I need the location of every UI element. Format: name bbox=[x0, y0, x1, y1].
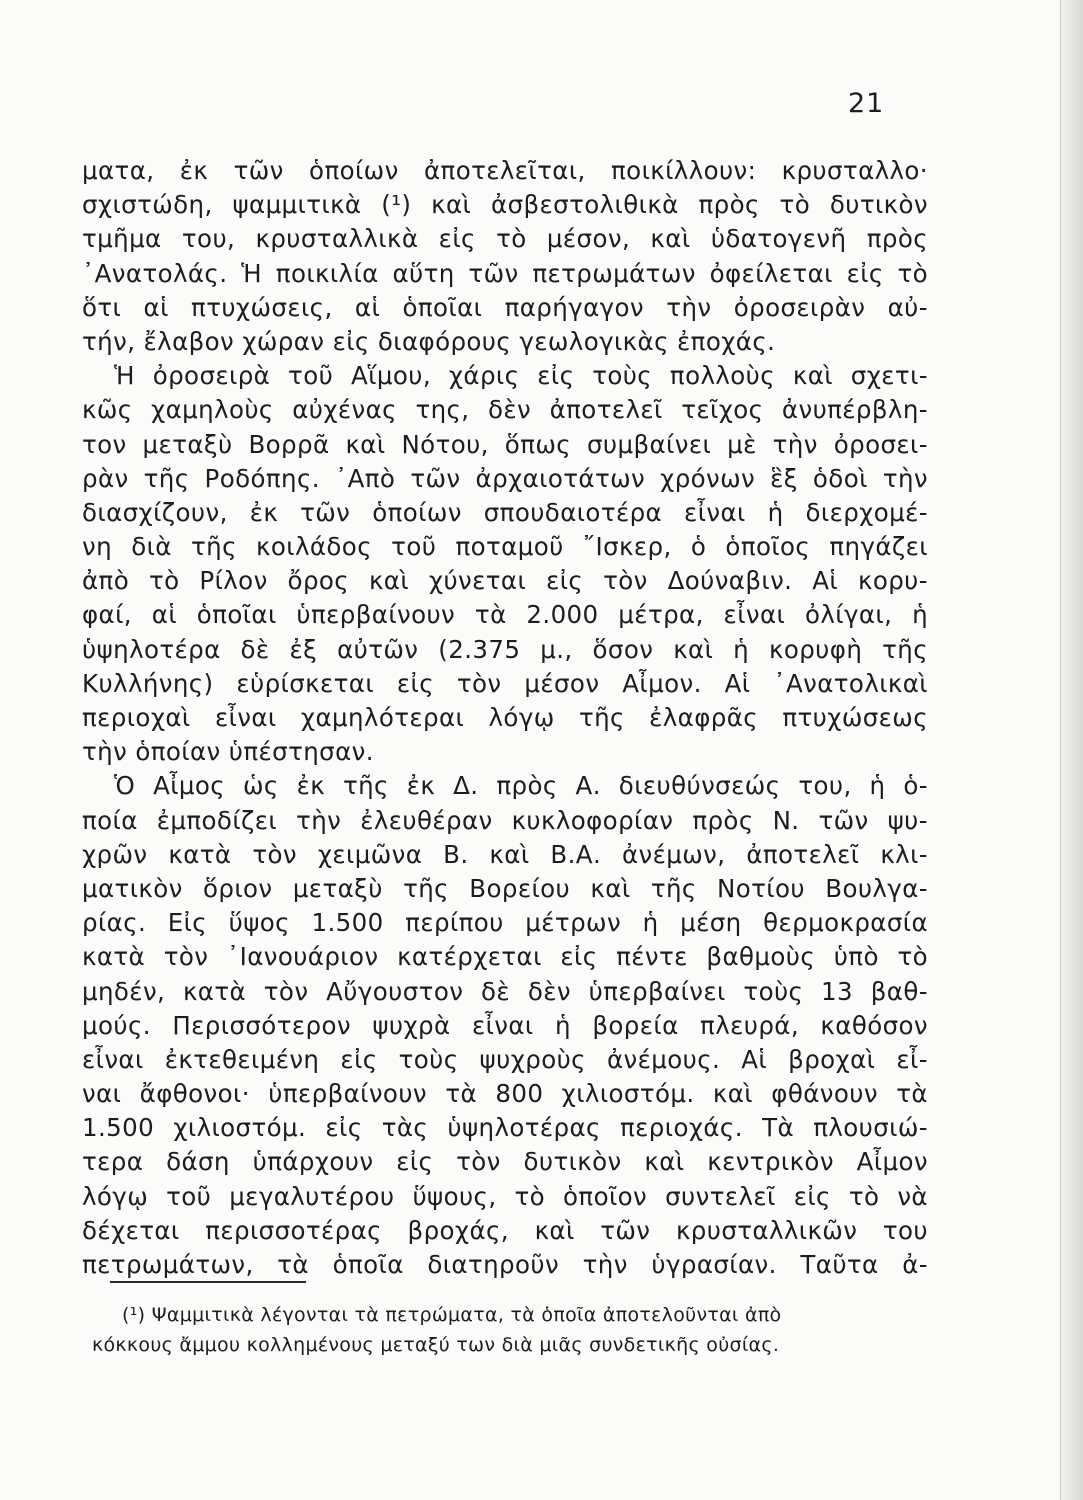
text-line: δέχεται περισσοτέρας βροχάς, καὶ τῶν κρυσταλλικῶν του bbox=[82, 1215, 928, 1245]
text-line: Ἡ ὀροσειρὰ τοῦ Αἵμου, χάρις εἰς τοὺς πολλοὺς καὶ σχετι- bbox=[114, 361, 928, 391]
text-line: διασχίζουν, ἐκ τῶν ὁποίων σπουδαιοτέρα εἶναι ἡ διερχομέ- bbox=[82, 497, 928, 527]
page-number: 21 bbox=[848, 88, 885, 119]
text-line: τον μεταξὺ Βορρᾶ καὶ Νότου, ὅπως συμβαίνει μὲ τὴν ὀροσει- bbox=[82, 429, 928, 459]
footnote-line: κόκκους ἄμμου κολλημένους μεταξύ των διὰ μιᾶς συνδετικῆς οὐσίας. bbox=[92, 1334, 780, 1356]
text-line: τερα δάση ὑπάρχουν εἰς τὸν δυτικὸν καὶ κεντρικὸν Αἶμον bbox=[82, 1147, 928, 1177]
text-line: ὅτι αἱ πτυχώσεις, αἱ ὁποῖαι παρήγαγον τὴν ὀροσειρὰν αὐ- bbox=[82, 292, 928, 322]
text-line: ναι ἄφθονοι· ὑπερβαίνουν τὰ 800 χιλιοστόμ. καὶ φθάνουν τὰ bbox=[82, 1079, 928, 1109]
text-line: εἶναι ἐκτεθειμένη εἰς τοὺς ψυχροὺς ἀνέμους. Αἱ βροχαὶ εἶ- bbox=[82, 1044, 928, 1074]
text-line: χρῶν κατὰ τὸν χειμῶνα Β. καὶ Β.Α. ἀνέμων, ἀποτελεῖ κλι- bbox=[82, 839, 928, 869]
text-line: ὑψηλοτέρα δὲ ἐξ αὐτῶν (2.375 μ., ὅσον καὶ ἡ κορυφὴ τῆς bbox=[82, 634, 928, 664]
text-line: φαί, αἱ ὁποῖαι ὑπερβαίνουν τὰ 2.000 μέτρα, εἶναι ὀλίγαι, ἡ bbox=[82, 600, 928, 630]
footnote-line: (¹) Ψαμμιτικὰ λέγονται τὰ πετρώματα, τὰ ὁποῖα ἀποτελοῦνται ἀπὸ bbox=[122, 1304, 782, 1326]
text-line: ποία ἐμποδίζει τὴν ἐλευθέραν κυκλοφορίαν πρὸς Ν. τῶν ψυ- bbox=[82, 805, 928, 835]
text-line: μούς. Περισσότερον ψυχρὰ εἶναι ἡ βορεία πλευρά, καθόσον bbox=[82, 1010, 928, 1040]
footnote-divider bbox=[110, 1281, 306, 1283]
text-line: τήν, ἔλαβον χώραν εἰς διαφόρους γεωλογικὰς ἐποχάς. bbox=[82, 326, 776, 356]
text-line: κῶς χαμηλοὺς αὐχένας της, δὲν ἀποτελεῖ τεῖχος ἀνυπέρβλη- bbox=[82, 395, 928, 425]
text-line: κατὰ τὸν ᾽Ιανουάριον κατέρχεται εἰς πέντε βαθμοὺς ὑπὸ τὸ bbox=[82, 942, 928, 972]
text-line: περιοχαὶ εἶναι χαμηλότεραι λόγῳ τῆς ἐλαφρᾶς πτυχώσεως bbox=[82, 703, 928, 732]
text-line: ρὰν τῆς Ροδόπης. ᾽Απὸ τῶν ἀρχαιοτάτων χρόνων ἓξ ὁδοὶ τὴν bbox=[82, 463, 928, 493]
text-line: Ὁ Αἶμος ὡς ἐκ τῆς ἐκ Δ. πρὸς Α. διευθύνσεώς του, ἡ ὁ- bbox=[114, 771, 928, 801]
text-line: σχιστώδη, ψαμμιτικὰ (¹) καὶ ἀσβεστολιθικὰ πρὸς τὸ δυτικὸν bbox=[82, 190, 928, 220]
text-line: μηδέν, κατὰ τὸν Αὔγουστον δὲ δὲν ὑπερβαίνει τοὺς 13 βαθ- bbox=[82, 976, 928, 1006]
text-line: 1.500 χιλιοστόμ. εἰς τὰς ὑψηλοτέρας περιοχάς. Τὰ πλουσιώ- bbox=[82, 1113, 928, 1143]
text-line: πετρωμάτων, τὰ ὁποῖα διατηροῦν τὴν ὑγρασίαν. Ταῦτα ἀ- bbox=[82, 1250, 928, 1279]
text-line: νη διὰ τῆς κοιλάδος τοῦ ποταμοῦ ῎Ισκερ, ὁ ὁποῖος πηγάζει bbox=[82, 532, 928, 562]
text-line: ματα, ἐκ τῶν ὁποίων ἀποτελεῖται, ποικίλλουν: κρυσταλλο· bbox=[82, 156, 928, 185]
text-line: ᾽Ανατολάς. Ἡ ποικιλία αὕτη τῶν πετρωμάτων ὀφείλεται εἰς τὸ bbox=[82, 258, 928, 288]
text-line: Κυλλήνης) εὑρίσκεται εἰς τὸν μέσον Αἶμον. Αἱ ᾽Ανατολικαὶ bbox=[82, 668, 928, 698]
text-line: ματικὸν ὅριον μεταξὺ τῆς Βορείου καὶ τῆς Νοτίου Βουλγα- bbox=[82, 873, 928, 903]
page-edge bbox=[1060, 0, 1083, 1500]
text-line: ἀπὸ τὸ Ρίλον ὄρος καὶ χύνεται εἰς τὸν Δούναβιν. Αἱ κορυ- bbox=[82, 566, 928, 596]
text-line: τμῆμα του, κρυσταλλικὰ εἰς τὸ μέσον, καὶ ὑδατογενῆ πρὸς bbox=[82, 224, 928, 254]
body-text bbox=[82, 154, 928, 1282]
text-line: τὴν ὁποίαν ὑπέστησαν. bbox=[82, 737, 374, 767]
text-line: λόγῳ τοῦ μεγαλυτέρου ὕψους, τὸ ὁποῖον συντελεῖ εἰς τὸ νὰ bbox=[82, 1181, 928, 1211]
footnotes bbox=[92, 1300, 928, 1360]
text-line: ρίας. Εἰς ὕψος 1.500 περίπου μέτρων ἡ μέση θερμοκρασία bbox=[82, 908, 928, 938]
